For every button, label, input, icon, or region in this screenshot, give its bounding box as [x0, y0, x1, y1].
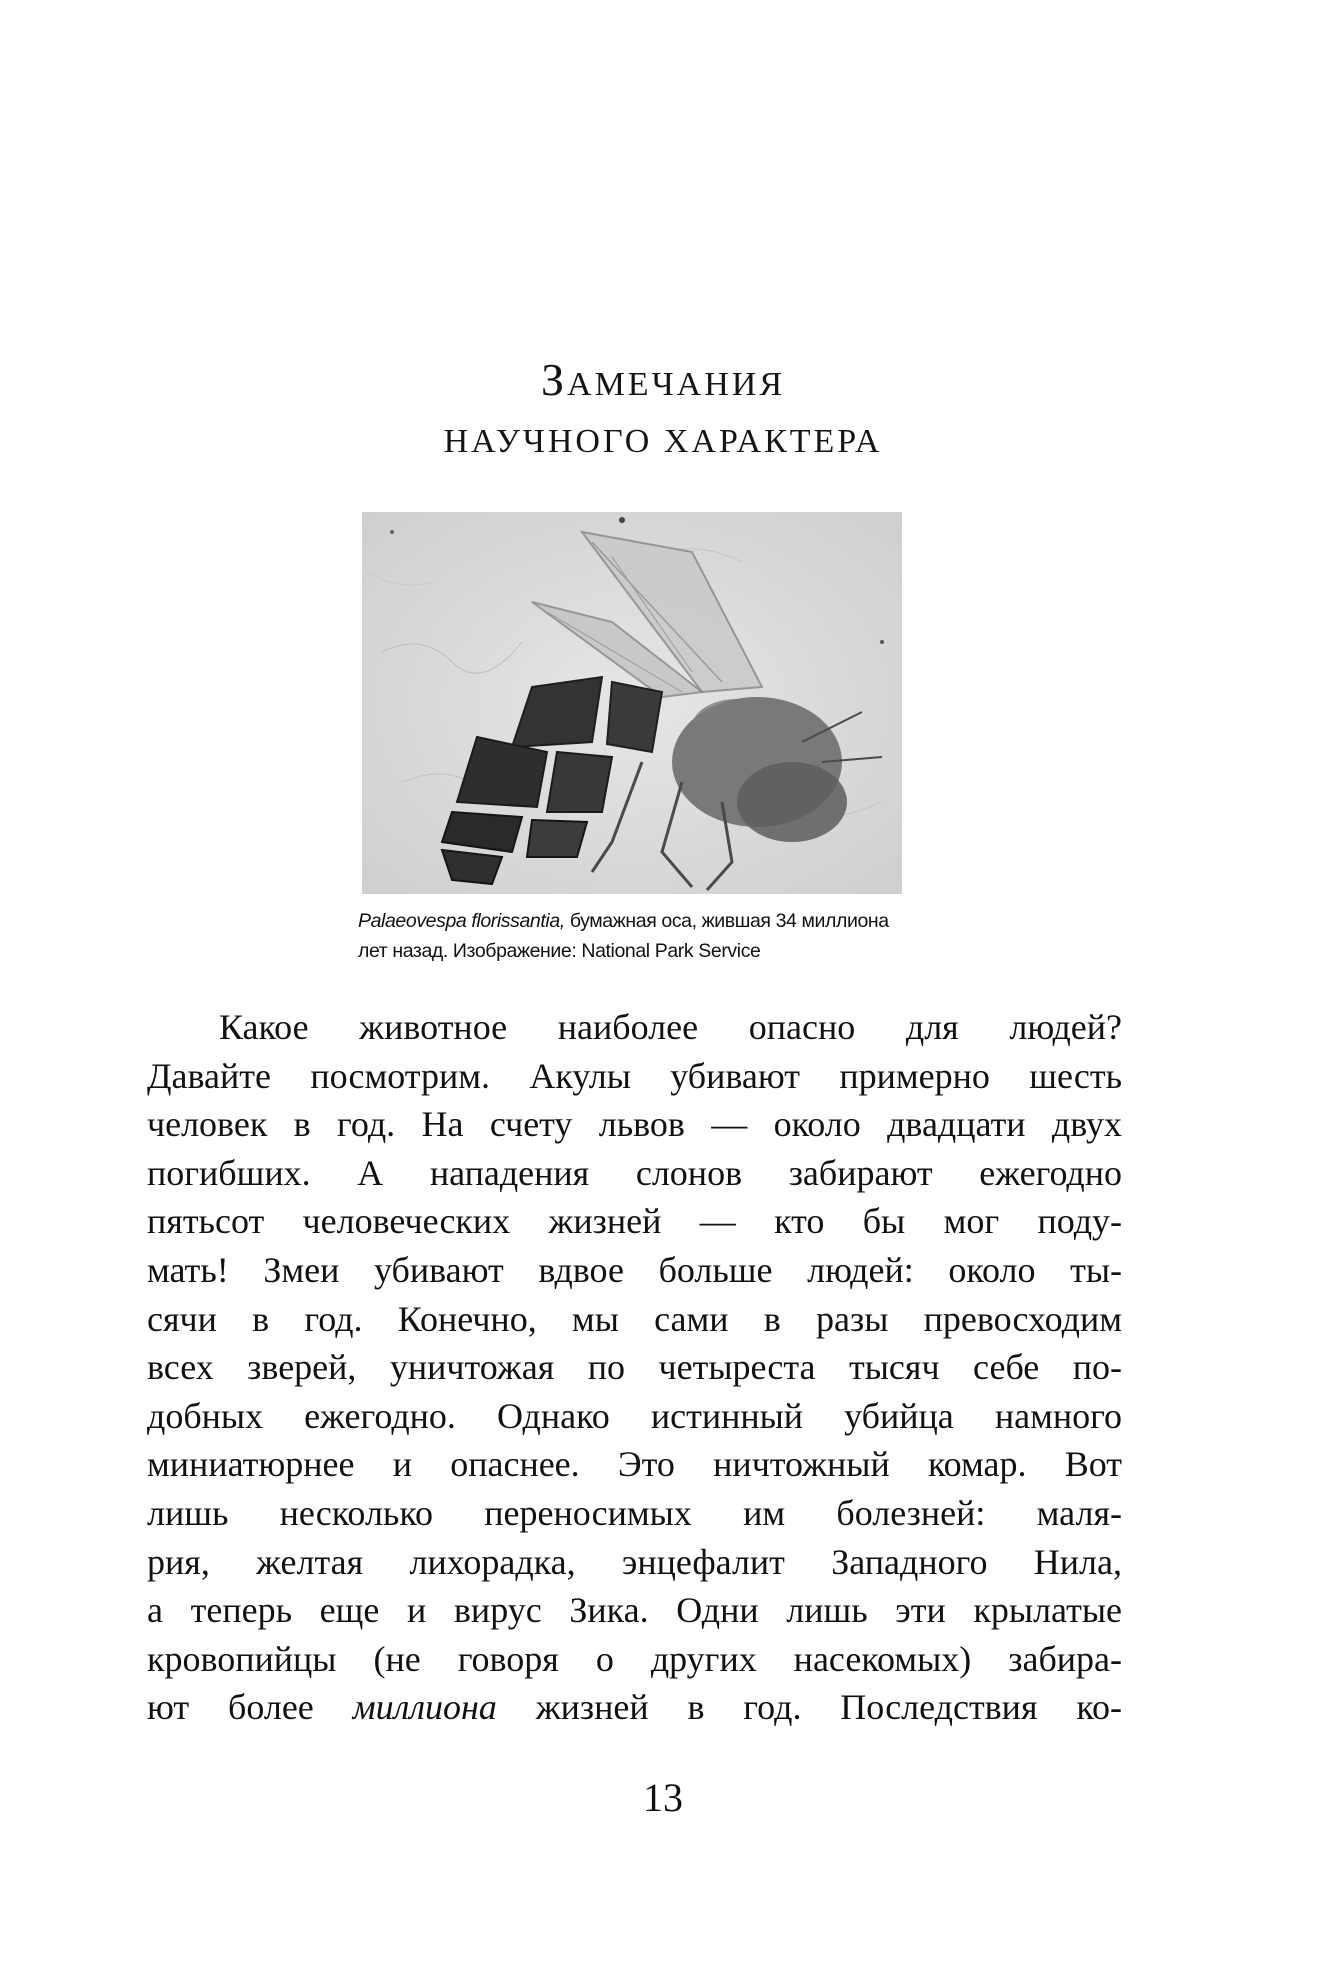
body-line: мать! Змеи убивают вдвое больше людей: около ты- — [147, 1249, 1122, 1290]
body-line: пятьсот человеческих жизней — кто бы мог поду- — [147, 1201, 1122, 1242]
body-line: кровопийцы (не говоря о других насекомых) забира- — [147, 1638, 1122, 1679]
body-line: добных ежегодно. Однако истинный убийца намного — [147, 1395, 1122, 1436]
body-line: Какое животное наиболее опасно для людей? — [219, 1007, 1122, 1047]
body-line: погибших. А нападения слонов забирают ежегодно — [147, 1152, 1122, 1193]
fossil-wasp-illustration — [362, 512, 902, 894]
caption-line-1 — [358, 906, 918, 936]
body-text — [147, 1003, 1122, 1732]
chapter-title-initial: З — [540, 354, 568, 405]
body-line: лишь несколько переносимых им болезней: маля- — [147, 1492, 1122, 1533]
body-line: всех зверей, уничтожая по четыреста тысяч себе по- — [147, 1347, 1122, 1388]
body-line: человек в год. На счету львов — около двадцати двух — [147, 1104, 1122, 1145]
fossil-wasp-image — [362, 512, 902, 894]
last-line-italic: миллиона — [352, 1687, 497, 1728]
page-number: 13 — [643, 1775, 683, 1820]
body-line: а теперь еще и вирус Зика. Одни лишь эти крылатые — [147, 1590, 1122, 1631]
body-line: Давайте посмотрим. Акулы убивают примерно шесть — [147, 1055, 1122, 1096]
caption-line-1-text: бумажная оса, жившая 34 миллиона — [564, 910, 889, 932]
chapter-title-line1 — [0, 352, 1326, 413]
figure-caption — [358, 906, 918, 966]
body-line: миниатюрнее и опаснее. Это ничтожный комар. Вот — [147, 1444, 1122, 1485]
caption-species-name: Palaeovespa florissantia, — [358, 910, 565, 932]
last-line-end: жизней в год. Последствия ко- — [496, 1687, 1123, 1728]
last-line-start: ют более — [147, 1687, 353, 1728]
caption-line-2: лет назад. Изображение: National Park Service — [358, 940, 761, 962]
chapter-title-rest: АМЕЧАНИЯ — [567, 366, 786, 403]
body-line: рия, желтая лихорадка, энцефалит Западного Нила, — [147, 1541, 1122, 1582]
body-last-line — [147, 1683, 1122, 1732]
chapter-title-line2: НАУЧНОГО ХАРАКТЕРА — [443, 423, 883, 460]
body-line: сячи в год. Конечно, мы сами в разы превосходим — [147, 1298, 1122, 1339]
